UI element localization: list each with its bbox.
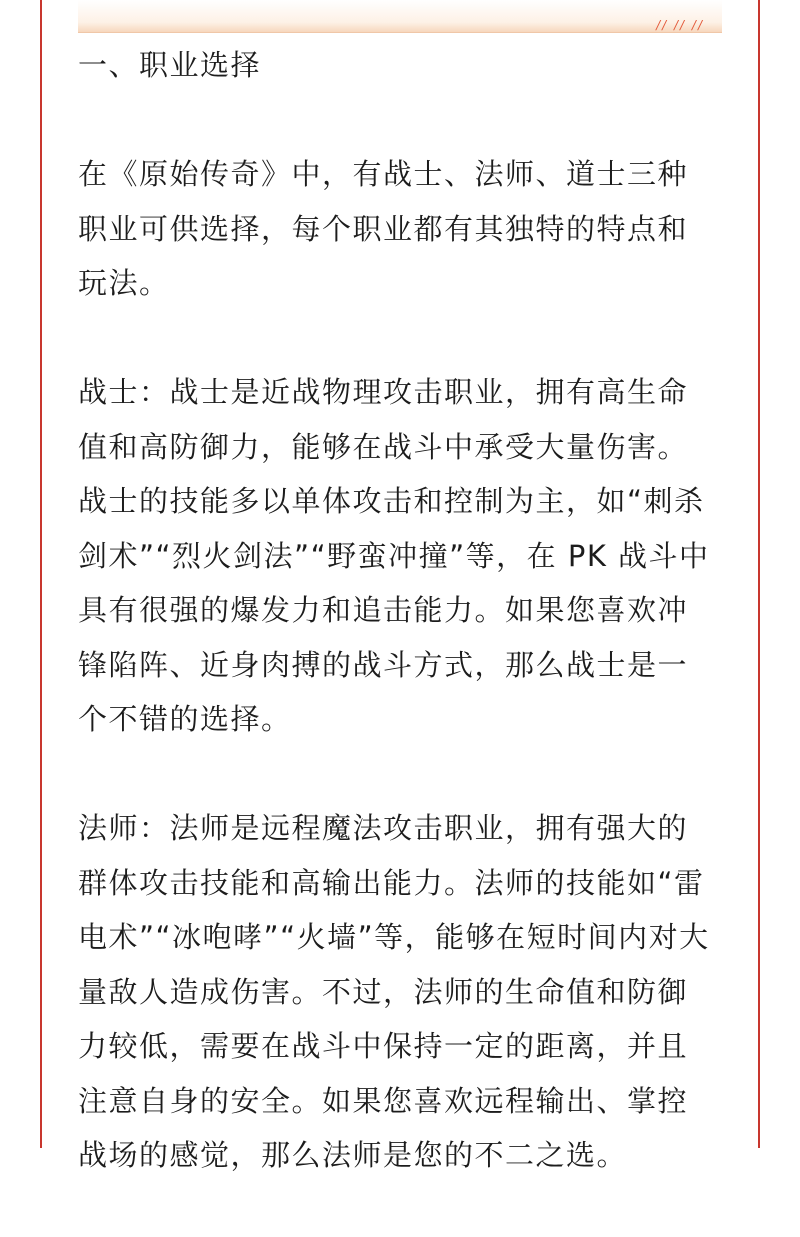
intro-paragraph: 在《原始传奇》中，有战士、法师、道士三种职业可供选择，每个职业都有其独特的特点和玩法。	[78, 157, 689, 300]
banner-decoration: // // //	[656, 18, 704, 32]
warrior-paragraph: 战士：战士是近战物理攻击职业，拥有高生命值和高防御力，能够在战斗中承受大量伤害。战士的技能多以单体攻击和控制为主，如“刺杀剑术”“烈火剑法”“野蛮冲撞”等，在 PK 战斗中具有很强的爆发力和追击能力。如果您喜欢冲锋陷阵、近身肉搏的战斗方式，那么战士是一个不错的选择。	[78, 375, 710, 736]
right-border-line	[758, 0, 760, 1148]
left-border-line	[40, 0, 42, 1148]
mage-paragraph: 法师：法师是远程魔法攻击职业，拥有强大的群体攻击技能和高输出能力。法师的技能如“雷电术”“冰咆哮”“火墙”等，能够在短时间内对大量敌人造成伤害。不过，法师的生命值和防御力较低，需要在战斗中保持一定的距离，并且注意自身的安全。如果您喜欢远程输出、掌控战场的感觉，那么法师是您的不二之选。	[78, 811, 710, 1172]
top-banner	[78, 0, 722, 33]
article-content	[78, 38, 718, 1237]
section-heading: 一、职业选择	[78, 48, 262, 82]
